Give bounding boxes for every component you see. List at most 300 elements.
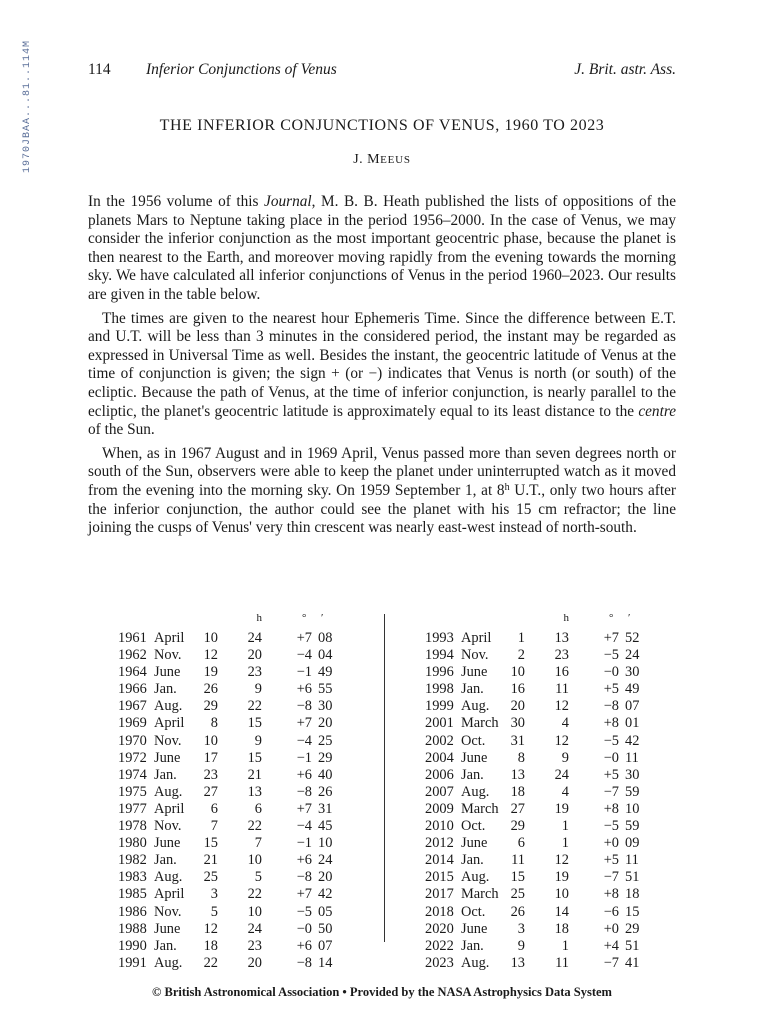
table-day: 11 (511, 852, 525, 869)
table-row (425, 921, 685, 938)
page-number: 114 (88, 61, 111, 78)
table-month: Oct. (461, 818, 486, 835)
table-latitude-minutes: 26 (318, 783, 333, 800)
table-latitude-degrees: +6 (296, 681, 312, 698)
table-row (425, 681, 685, 698)
table-day: 21 (203, 852, 218, 869)
table-year: 1966 (118, 681, 147, 698)
table-row (425, 784, 685, 801)
table-latitude-degrees: −0 (603, 664, 619, 681)
table-month: Jan. (461, 681, 484, 698)
table-row (425, 630, 685, 647)
table-row (118, 630, 378, 647)
table-year: 1967 (118, 698, 147, 715)
table-hour: 21 (247, 766, 262, 783)
table-latitude-minutes: 18 (625, 886, 640, 903)
table-latitude-minutes: 04 (318, 647, 333, 664)
article-title: THE INFERIOR CONJUNCTIONS OF VENUS, 1960 TO 2023 (159, 117, 605, 134)
table-latitude-minutes: 51 (625, 869, 640, 886)
table-hour: 13 (247, 783, 262, 800)
table-hour: 23 (247, 664, 262, 681)
rows-left (118, 630, 378, 972)
table-latitude-degrees: −6 (603, 903, 619, 920)
table-latitude-degrees: −7 (603, 783, 619, 800)
table-month: June (461, 920, 488, 937)
copyright-footer: © British Astronomical Association • Provided by the NASA Astrophysics Data System (152, 985, 612, 999)
table-row (425, 818, 685, 835)
table-latitude-degrees: −7 (603, 954, 619, 971)
table-latitude-degrees: −5 (296, 903, 312, 920)
table-latitude-minutes: 24 (318, 852, 333, 869)
table-latitude-minutes: 30 (625, 664, 640, 681)
table-hour: 9 (561, 749, 569, 766)
paragraph-3 (88, 445, 676, 538)
table-hour: 23 (247, 937, 262, 954)
table-year: 1978 (118, 818, 147, 835)
table-latitude-degrees: +7 (296, 715, 312, 732)
table-latitude-degrees: −1 (296, 749, 312, 766)
table-row (118, 921, 378, 938)
table-latitude-degrees: +6 (296, 766, 312, 783)
table-month: Aug. (461, 783, 490, 800)
running-header (88, 61, 676, 81)
table-hour: 22 (247, 698, 262, 715)
table-month: Jan. (461, 766, 484, 783)
table-month: Jan. (154, 766, 177, 783)
table-day: 27 (510, 800, 525, 817)
table-day: 25 (510, 886, 525, 903)
table-row (425, 664, 685, 681)
table-row (118, 835, 378, 852)
table-latitude-degrees: +5 (603, 766, 619, 783)
table-year: 2017 (425, 886, 454, 903)
table-hour: 20 (247, 954, 262, 971)
column-divider (384, 614, 385, 942)
table-hour: 5 (254, 869, 262, 886)
table-latitude-minutes: 15 (625, 903, 640, 920)
units-row-right (425, 612, 685, 630)
table-day: 15 (203, 835, 218, 852)
paragraph-1 (88, 193, 676, 305)
table-hour: 1 (561, 818, 569, 835)
table-year: 2004 (425, 749, 454, 766)
table-latitude-degrees: +8 (603, 886, 619, 903)
table-day: 1 (517, 630, 525, 646)
table-year: 2001 (425, 715, 454, 732)
table-year: 1988 (118, 920, 147, 937)
p2-text-b: of the Sun. (88, 421, 155, 439)
p3-text-a: When, as in 1967 August and in 1969 April, Venus passed more than seven degrees north or south of the Sun, observers were able to keep the planet under uninterrupted watch as it moved from the evening into the morning sky. On 1959 September 1, at 8 (88, 444, 676, 499)
table-year: 2018 (425, 903, 454, 920)
table-month: Aug. (154, 783, 183, 800)
table-day: 18 (510, 783, 525, 800)
p2-centre-word: centre (638, 402, 676, 420)
table-latitude-degrees: −0 (603, 749, 619, 766)
table-latitude-degrees: +7 (296, 800, 312, 817)
hour-unit: h (256, 612, 262, 624)
table-hour: 23 (554, 647, 569, 664)
table-latitude-degrees: +6 (296, 852, 312, 869)
table-day: 3 (517, 920, 525, 937)
table-day: 15 (510, 869, 525, 886)
table-row (425, 886, 685, 903)
table-year: 2015 (425, 869, 454, 886)
table-month: Jan. (461, 852, 484, 869)
table-latitude-degrees: −4 (296, 647, 312, 664)
table-latitude-degrees: +6 (296, 937, 312, 954)
p1-text-b: , M. B. B. Heath published the lists of oppositions of the planets Mars to Neptune taking place in the period 1956–2000. In the case of Venus, we may consider the inferior conjunction as the most important geocentric phase, because the planet is then nearest to the Earth, and moreover moving rapidly from the evening towards the morning sky. We have calculated all inferior conjunctions of Venus in the period 1960–2023. Our results are given in the table below. (88, 193, 676, 303)
table-latitude-minutes: 30 (318, 698, 333, 715)
table-latitude-degrees: −0 (296, 920, 312, 937)
table-hour: 11 (555, 954, 569, 971)
table-month: Aug. (154, 869, 183, 886)
table-hour: 4 (561, 715, 569, 732)
table-row (425, 698, 685, 715)
table-month: Jan. (154, 937, 177, 954)
author-name (88, 152, 676, 168)
table-latitude-degrees: −1 (296, 835, 312, 852)
table-row (118, 664, 378, 681)
units-row-left (118, 612, 378, 630)
table-month: Oct. (461, 903, 486, 920)
table-latitude-minutes: 10 (318, 835, 333, 852)
table-latitude-minutes: 59 (625, 818, 640, 835)
table-month: Nov. (461, 647, 489, 664)
table-row (425, 852, 685, 869)
author-surname-rest: EEUS (380, 154, 411, 166)
table-row (118, 852, 378, 869)
table-latitude-minutes: 49 (318, 664, 333, 681)
table-day: 29 (203, 698, 218, 715)
table-year: 1961 (118, 630, 147, 646)
table-latitude-degrees: −8 (603, 698, 619, 715)
bibcode-stamp: 1970JBAA...81..114M (22, 40, 33, 174)
table-year: 1986 (118, 903, 147, 920)
table-row (118, 904, 378, 921)
table-day: 25 (203, 869, 218, 886)
table-hour: 9 (254, 732, 262, 749)
table-day: 30 (510, 715, 525, 732)
table-day: 17 (203, 749, 218, 766)
table-year: 1985 (118, 886, 147, 903)
table-year: 1991 (118, 954, 147, 971)
table-year: 1980 (118, 835, 147, 852)
minute-unit: ′ (628, 612, 631, 624)
table-latitude-degrees: +7 (603, 630, 619, 646)
table-latitude-minutes: 20 (318, 869, 333, 886)
table-year: 1977 (118, 800, 147, 817)
table-row (425, 904, 685, 921)
table-year: 1969 (118, 715, 147, 732)
p2-text-a: The times are given to the nearest hour Ephemeris Time. Since the difference between E.T. and U.T. will be less than 3 minutes in the considered period, the instant may be regarded as expressed in Universal Time as well. Besides the instant, the geocentric latitude of Venus at the time of conjunction is given; the sign + (or −) indicates that Venus is north (or south) of the ecliptic. Because the path of Venus, at the time of inferior conjunction, is nearly parallel to the ecliptic, the planet's geocentric latitude is approximately equal to its least distance to the (88, 309, 676, 420)
table-hour: 15 (247, 749, 262, 766)
table-row (425, 835, 685, 852)
table-year: 1970 (118, 732, 147, 749)
table-year: 2014 (425, 852, 454, 869)
table-year: 2022 (425, 937, 454, 954)
table-month: March (461, 886, 499, 903)
degree-unit: ° (302, 612, 307, 624)
table-latitude-minutes: 24 (625, 647, 640, 664)
table-latitude-degrees: +8 (603, 715, 619, 732)
table-row (118, 801, 378, 818)
table-row (425, 955, 685, 972)
table-latitude-minutes: 09 (625, 835, 640, 852)
table-latitude-minutes: 07 (625, 698, 640, 715)
table-row (118, 767, 378, 784)
table-year: 1975 (118, 783, 147, 800)
table-month: Jan. (154, 681, 177, 698)
table-day: 31 (510, 732, 525, 749)
table-hour: 24 (247, 630, 262, 646)
table-day: 19 (203, 664, 218, 681)
table-month: June (461, 664, 488, 681)
table-day: 6 (210, 800, 218, 817)
table-day: 8 (517, 749, 525, 766)
table-hour: 10 (554, 886, 569, 903)
table-latitude-minutes: 14 (318, 954, 333, 971)
table-latitude-minutes: 42 (318, 886, 333, 903)
author-initial: J. M (353, 152, 381, 167)
table-day: 7 (210, 818, 218, 835)
table-year: 2020 (425, 920, 454, 937)
table-day: 10 (510, 664, 525, 681)
table-day: 22 (203, 954, 218, 971)
table-latitude-minutes: 51 (625, 937, 640, 954)
table-latitude-minutes: 42 (625, 732, 640, 749)
table-hour: 22 (247, 818, 262, 835)
table-month: June (154, 664, 181, 681)
table-day: 5 (210, 903, 218, 920)
table-hour: 18 (554, 920, 569, 937)
table-latitude-minutes: 29 (318, 749, 333, 766)
table-day: 26 (203, 681, 218, 698)
table-month: Aug. (461, 698, 490, 715)
table-hour: 6 (254, 800, 262, 817)
p3-text-b: U.T., only two hours after the inferior conjunction, the author could see the planet with his 15 cm refractor; the line joining the cusps of Venus' very thin crescent was nearly east-west instead of north-south. (88, 481, 676, 537)
table-latitude-degrees: −8 (296, 954, 312, 971)
table-month: June (154, 835, 181, 852)
rows-right (425, 630, 685, 972)
table-hour: 11 (555, 681, 569, 698)
table-latitude-minutes: 40 (318, 766, 333, 783)
table-month: Jan. (154, 852, 177, 869)
table-day: 12 (203, 920, 218, 937)
table-latitude-degrees: −1 (296, 664, 312, 681)
table-year: 1962 (118, 647, 147, 664)
table-day: 27 (203, 783, 218, 800)
table-row (118, 647, 378, 664)
p1-journal-word: Journal (264, 193, 312, 210)
running-title: Inferior Conjunctions of Venus (146, 61, 337, 78)
table-latitude-minutes: 49 (625, 681, 640, 698)
table-year: 2023 (425, 954, 454, 971)
table-row (118, 818, 378, 835)
table-latitude-degrees: +5 (603, 681, 619, 698)
table-month: April (154, 715, 185, 732)
table-month: March (461, 800, 499, 817)
table-hour: 24 (554, 766, 569, 783)
table-day: 13 (510, 954, 525, 971)
hour-unit: h (563, 612, 569, 624)
table-hour: 1 (561, 937, 569, 954)
table-latitude-minutes: 31 (318, 800, 333, 817)
table-row (118, 715, 378, 732)
table-day: 29 (510, 818, 525, 835)
table-hour: 9 (254, 681, 262, 698)
table-hour: 4 (561, 783, 569, 800)
table-month: April (154, 886, 185, 903)
table-latitude-degrees: +0 (603, 920, 619, 937)
table-latitude-degrees: +4 (603, 937, 619, 954)
table-year: 1983 (118, 869, 147, 886)
table-latitude-minutes: 29 (625, 920, 640, 937)
table-latitude-degrees: −8 (296, 783, 312, 800)
table-hour: 22 (247, 886, 262, 903)
table-latitude-minutes: 52 (625, 630, 640, 646)
table-row (118, 784, 378, 801)
table-latitude-degrees: +7 (296, 886, 312, 903)
table-latitude-degrees: −5 (603, 818, 619, 835)
table-latitude-minutes: 11 (625, 852, 639, 869)
table-month: Aug. (154, 698, 183, 715)
table-year: 2006 (425, 766, 454, 783)
p3-hour-superscript: h (504, 481, 510, 493)
table-day: 16 (510, 681, 525, 698)
table-day: 12 (203, 647, 218, 664)
table-year: 1974 (118, 766, 147, 783)
table-latitude-minutes: 45 (318, 818, 333, 835)
table-latitude-minutes: 01 (625, 715, 640, 732)
table-row (118, 938, 378, 955)
table-row (425, 938, 685, 955)
table-row (118, 698, 378, 715)
table-latitude-minutes: 55 (318, 681, 333, 698)
table-latitude-degrees: −8 (296, 698, 312, 715)
paragraph-2 (88, 310, 676, 440)
table-hour: 10 (247, 852, 262, 869)
table-year: 1993 (425, 630, 454, 646)
table-row (118, 750, 378, 767)
table-year: 1999 (425, 698, 454, 715)
table-row (425, 869, 685, 886)
table-day: 2 (517, 647, 525, 664)
table-latitude-degrees: +8 (603, 800, 619, 817)
table-latitude-minutes: 50 (318, 920, 333, 937)
table-latitude-degrees: −4 (296, 732, 312, 749)
table-row (118, 886, 378, 903)
table-year: 2012 (425, 835, 454, 852)
table-latitude-degrees: −5 (603, 732, 619, 749)
table-month: Nov. (154, 903, 182, 920)
table-latitude-minutes: 11 (625, 749, 639, 766)
table-row (425, 801, 685, 818)
p1-text-a: In the 1956 volume of this (88, 193, 265, 210)
table-month: Nov. (154, 818, 182, 835)
table-latitude-minutes: 08 (318, 630, 333, 646)
table-month: Aug. (461, 954, 490, 971)
table-latitude-minutes: 25 (318, 732, 333, 749)
table-month: Nov. (154, 647, 182, 664)
minute-unit: ′ (321, 612, 324, 624)
table-day: 10 (203, 732, 218, 749)
table-day: 6 (517, 835, 525, 852)
table-latitude-minutes: 07 (318, 937, 333, 954)
table-month: June (154, 749, 181, 766)
table-year: 1972 (118, 749, 147, 766)
table-month: Jan. (461, 937, 484, 954)
table-column-left (118, 612, 378, 972)
table-day: 18 (203, 937, 218, 954)
table-day: 3 (210, 886, 218, 903)
table-hour: 10 (247, 903, 262, 920)
table-day: 8 (210, 715, 218, 732)
table-row (118, 681, 378, 698)
table-month: April (154, 630, 185, 646)
table-day: 13 (510, 766, 525, 783)
table-hour: 19 (554, 800, 569, 817)
table-hour: 13 (554, 630, 569, 646)
table-year: 2002 (425, 732, 454, 749)
table-month: Aug. (461, 869, 490, 886)
table-day: 9 (517, 937, 525, 954)
table-latitude-degrees: +7 (296, 630, 312, 646)
table-row (118, 869, 378, 886)
table-day: 26 (510, 903, 525, 920)
table-column-right (425, 612, 685, 972)
table-hour: 19 (554, 869, 569, 886)
table-year: 2010 (425, 818, 454, 835)
table-year: 2007 (425, 783, 454, 800)
table-month: Aug. (154, 954, 183, 971)
table-hour: 1 (561, 835, 569, 852)
table-latitude-minutes: 59 (625, 783, 640, 800)
degree-unit: ° (609, 612, 614, 624)
conjunctions-table (88, 612, 676, 971)
table-month: Nov. (154, 732, 182, 749)
table-day: 23 (203, 766, 218, 783)
table-hour: 24 (247, 920, 262, 937)
table-row (425, 733, 685, 750)
table-month: June (461, 749, 488, 766)
table-year: 1994 (425, 647, 454, 664)
table-row (118, 955, 378, 972)
table-row (118, 733, 378, 750)
table-month: June (154, 920, 181, 937)
table-month: April (154, 800, 185, 817)
table-year: 2009 (425, 800, 454, 817)
table-day: 20 (510, 698, 525, 715)
table-latitude-minutes: 05 (318, 903, 333, 920)
table-row (425, 647, 685, 664)
table-day: 10 (203, 630, 218, 646)
table-year: 1990 (118, 937, 147, 954)
table-latitude-degrees: +0 (603, 835, 619, 852)
table-hour: 12 (554, 698, 569, 715)
table-row (425, 715, 685, 732)
table-hour: 12 (554, 732, 569, 749)
table-year: 1998 (425, 681, 454, 698)
table-latitude-minutes: 30 (625, 766, 640, 783)
table-latitude-degrees: −7 (603, 869, 619, 886)
table-latitude-degrees: −8 (296, 869, 312, 886)
table-row (425, 767, 685, 784)
table-year: 1982 (118, 852, 147, 869)
table-latitude-minutes: 10 (625, 800, 640, 817)
table-row (425, 750, 685, 767)
table-month: March (461, 715, 499, 732)
table-hour: 12 (554, 852, 569, 869)
